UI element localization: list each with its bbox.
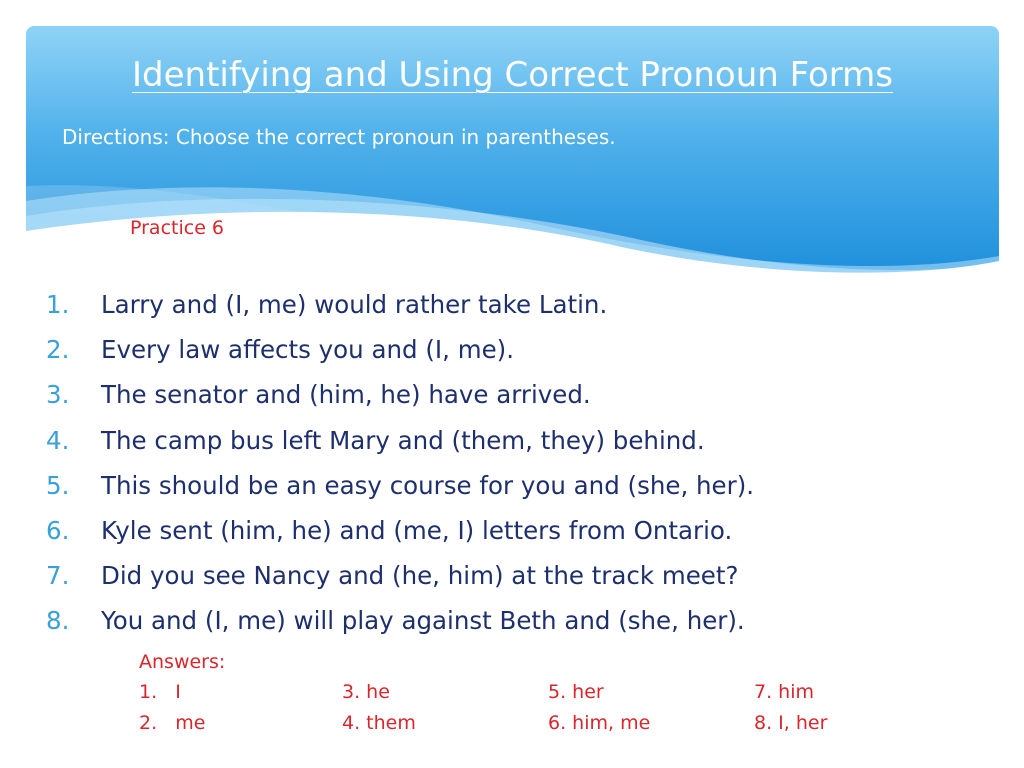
question-text: Every law affects you and (I, me). xyxy=(101,335,514,365)
question-text: The camp bus left Mary and (them, they) behind. xyxy=(101,425,705,455)
question-text: The senator and (him, he) have arrived. xyxy=(101,380,591,410)
practice-label: Practice 6 xyxy=(130,217,225,239)
question-text: Larry and (I, me) would rather take Latin. xyxy=(101,290,608,319)
question-number: 7. xyxy=(46,561,70,591)
answer-item: 7. him xyxy=(754,681,814,703)
slide-title-text: Identifying and Using Correct Pronoun Forms xyxy=(132,55,893,95)
question-text: Did you see Nancy and (he, him) at the track meet? xyxy=(101,561,739,591)
slide-title xyxy=(26,52,999,98)
answer-item: 6. him, me xyxy=(548,712,651,734)
answer-item: 4. them xyxy=(342,712,416,734)
answer-item: 3. he xyxy=(342,681,390,703)
question-number: 4. xyxy=(46,425,70,455)
question-number: 1. xyxy=(46,290,70,319)
answer-item: 2. me xyxy=(139,712,206,734)
question-number: 2. xyxy=(46,335,70,365)
directions-text: Directions: Choose the correct pronoun in parentheses. xyxy=(62,125,616,149)
question-number: 5. xyxy=(46,470,70,500)
question-number: 3. xyxy=(46,380,70,410)
question-number: 8. xyxy=(46,606,70,636)
question-number: 6. xyxy=(46,515,70,545)
question-text: This should be an easy course for you and (she, her). xyxy=(101,470,755,500)
answer-item: 1. I xyxy=(139,681,181,703)
answer-item: 8. I, her xyxy=(754,712,828,734)
question-text: Kyle sent (him, he) and (me, I) letters from Ontario. xyxy=(101,515,733,545)
answer-item: 5. her xyxy=(548,681,604,703)
answers-heading: Answers: xyxy=(139,651,226,673)
question-text: You and (I, me) will play against Beth and (she, her). xyxy=(101,606,745,636)
